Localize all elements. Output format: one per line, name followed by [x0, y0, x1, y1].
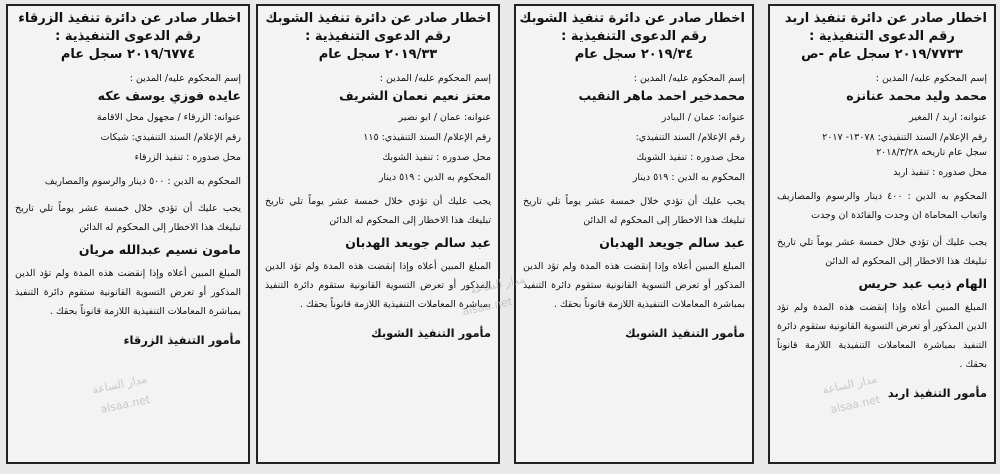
- debt-amount: المحكوم به الدين : ٥١٩ دينار: [378, 172, 491, 183]
- watermark-text: مدار الساعة: [821, 372, 879, 397]
- debtor-name: محمد وليد محمد عنانزه: [846, 88, 987, 103]
- notice-card-shobak-34: [514, 4, 754, 464]
- case-number: ٢٠١٩/٣٤ سجل عام: [574, 47, 694, 62]
- record-date: سجل عام تاريخه ٢٠١٨/٣/٢٨: [876, 147, 987, 158]
- debtor-address: عنوانه: الزرقاء / مجهول محل الاقامة: [96, 112, 241, 123]
- notice-heading: اخطار صادر عن دائرة تنفيذ الشوبك: [519, 11, 745, 26]
- creditor-name: مامون نسيم عبدالله مريان: [78, 242, 241, 257]
- watermark-text: مدار الساعة: [469, 272, 527, 297]
- notice-heading: اخطار صادر عن دائرة تنفيذ اربد: [784, 11, 987, 26]
- debtor-address: عنوانه: اربد / المغير: [909, 112, 987, 123]
- creditor-name: الهام ذيب عبد حريس: [858, 276, 987, 291]
- debtor-name: محمدخير احمد ماهر النقيب: [578, 88, 745, 103]
- debtor-address: عنوانه: عمان / البيادر: [661, 112, 745, 123]
- debt-amount: المحكوم به الدين : ٤٠٠ دينار والرسوم والمصاريف واتعاب المحاماة ان وجدت والفائدة ان وجدت: [777, 191, 987, 221]
- closing-text: المبلغ المبين أعلاه وإذا إنقضت هذه المدة ولم تؤد الدين المذكور أو تعرض التسوية القانونية ستقوم دائرة التنفيذ بمباشرة المعاملات التنفيذية اللازمة قانوناً بحقك .: [777, 302, 987, 370]
- payment-instruction: يجب عليك أن تؤدي خلال خمسة عشر يوماً تلي تاريخ تبليغك هذا الاخطار إلى المحكوم له الدائن: [523, 196, 745, 226]
- debtor-label: إسم المحكوم عليه/ المدين :: [633, 73, 745, 84]
- watermark-url: alsaa.net: [99, 392, 152, 417]
- watermark-url: alsaa.net: [461, 294, 514, 319]
- case-number: ٢٠١٩/٧٧٣٣ سجل عام -ص: [801, 47, 963, 62]
- debtor-label: إسم المحكوم عليه/ المدين :: [875, 73, 987, 84]
- bond-number: رقم الإعلام/ السند التنفيذي: ١٣٠٧٨- ٢٠١٧: [822, 132, 987, 143]
- payment-instruction: يجب عليك أن تؤدي خلال خمسة عشر يوماً تلي تاريخ تبليغك هذا الاخطار إلى المحكوم له الدائن: [265, 196, 491, 226]
- case-label: رقم الدعوى التنفيذية :: [55, 29, 201, 44]
- notice-footer: مأمور التنفيذ الزرقاء: [123, 333, 241, 347]
- issuing-office: محل صدوره : تنفيذ الشوبك: [382, 152, 491, 163]
- debtor-label: إسم المحكوم عليه/ المدين :: [129, 73, 241, 84]
- case-number: ٢٠١٩/٣٣ سجل عام: [318, 47, 438, 62]
- notice-card-zarqa: [6, 4, 250, 464]
- debt-amount: المحكوم به الدين : ٥١٩ دينار: [632, 172, 745, 183]
- case-number: ٢٠١٩/٦٧٧٤ سجل عام: [60, 47, 196, 62]
- creditor-name: عبد سالم جويعد الهدبان: [345, 235, 491, 250]
- issuing-office: محل صدوره : تنفيذ الشوبك: [636, 152, 745, 163]
- notice-footer: مأمور التنفيذ الشوبك: [625, 326, 745, 340]
- notice-heading: اخطار صادر عن دائرة تنفيذ الشوبك: [265, 11, 491, 26]
- notice-footer: مأمور التنفيذ الشوبك: [371, 326, 491, 340]
- issuing-office: محل صدوره : تنفيذ اربد: [893, 167, 987, 178]
- notice-footer: مأمور التنفيذ اربد: [887, 386, 987, 400]
- payment-instruction: يجب عليك أن تؤدي خلال خمسة عشر يوماً تلي تاريخ تبليغك هذا الاخطار إلى المحكوم له الدائن: [777, 237, 987, 267]
- debtor-label: إسم المحكوم عليه/ المدين :: [379, 73, 491, 84]
- closing-text: المبلغ المبين أعلاه وإذا إنقضت هذه المدة ولم تؤد الدين المذكور أو تعرض التسوية القانونية ستقوم دائرة التنفيذ بمباشرة المعاملات التنفيذية اللازمة قانوناً بحقك .: [265, 261, 491, 310]
- bond-number: رقم الإعلام/ السند التنفيذي: شيكات: [100, 132, 241, 143]
- debtor-address: عنوانه: عمان / ابو نصير: [398, 112, 491, 123]
- debtor-name: عايده فوزي يوسف عكه: [97, 88, 241, 103]
- creditor-name: عبد سالم جويعد الهدبان: [599, 235, 745, 250]
- watermark-text: مدار الساعة: [91, 372, 149, 397]
- notice-card-irbid: [768, 4, 996, 464]
- case-label: رقم الدعوى التنفيذية :: [305, 29, 451, 44]
- closing-text: المبلغ المبين أعلاه وإذا إنقضت هذه المدة ولم تؤد الدين المذكور أو تعرض التسوية القانونية ستقوم دائرة التنفيذ بمباشرة المعاملات التنفيذية اللازمة قانوناً بحقك .: [523, 261, 745, 310]
- issuing-office: محل صدوره : تنفيذ الزرقاء: [134, 152, 241, 163]
- case-label: رقم الدعوى التنفيذية :: [809, 29, 955, 44]
- bond-number: رقم الإعلام/ السند التنفيذي:: [635, 132, 745, 143]
- bond-number: رقم الإعلام/ السند التنفيذي: ١١٥: [363, 132, 491, 143]
- debtor-name: معتز نعيم نعمان الشريف: [339, 88, 491, 103]
- closing-text: المبلغ المبين أعلاه وإذا إنقضت هذه المدة ولم تؤد الدين المذكور أو تعرض التسوية القانونية ستقوم دائرة التنفيذ بمباشرة المعاملات التنفيذية اللازمة قانوناً بحقك .: [15, 268, 241, 317]
- payment-instruction: يجب عليك أن تؤدي خلال خمسة عشر يوماً تلي تاريخ تبليغك هذا الاخطار إلى المحكوم له الدائن: [15, 203, 241, 233]
- notice-heading: اخطار صادر عن دائرة تنفيذ الزرقاء: [18, 11, 241, 26]
- watermark-url: alsaa.net: [829, 392, 882, 417]
- case-label: رقم الدعوى التنفيذية :: [561, 29, 707, 44]
- notice-card-shobak-33: [256, 4, 500, 464]
- debt-amount: المحكوم به الدين : ٥٠٠ دينار والرسوم والمصاريف: [44, 176, 241, 187]
